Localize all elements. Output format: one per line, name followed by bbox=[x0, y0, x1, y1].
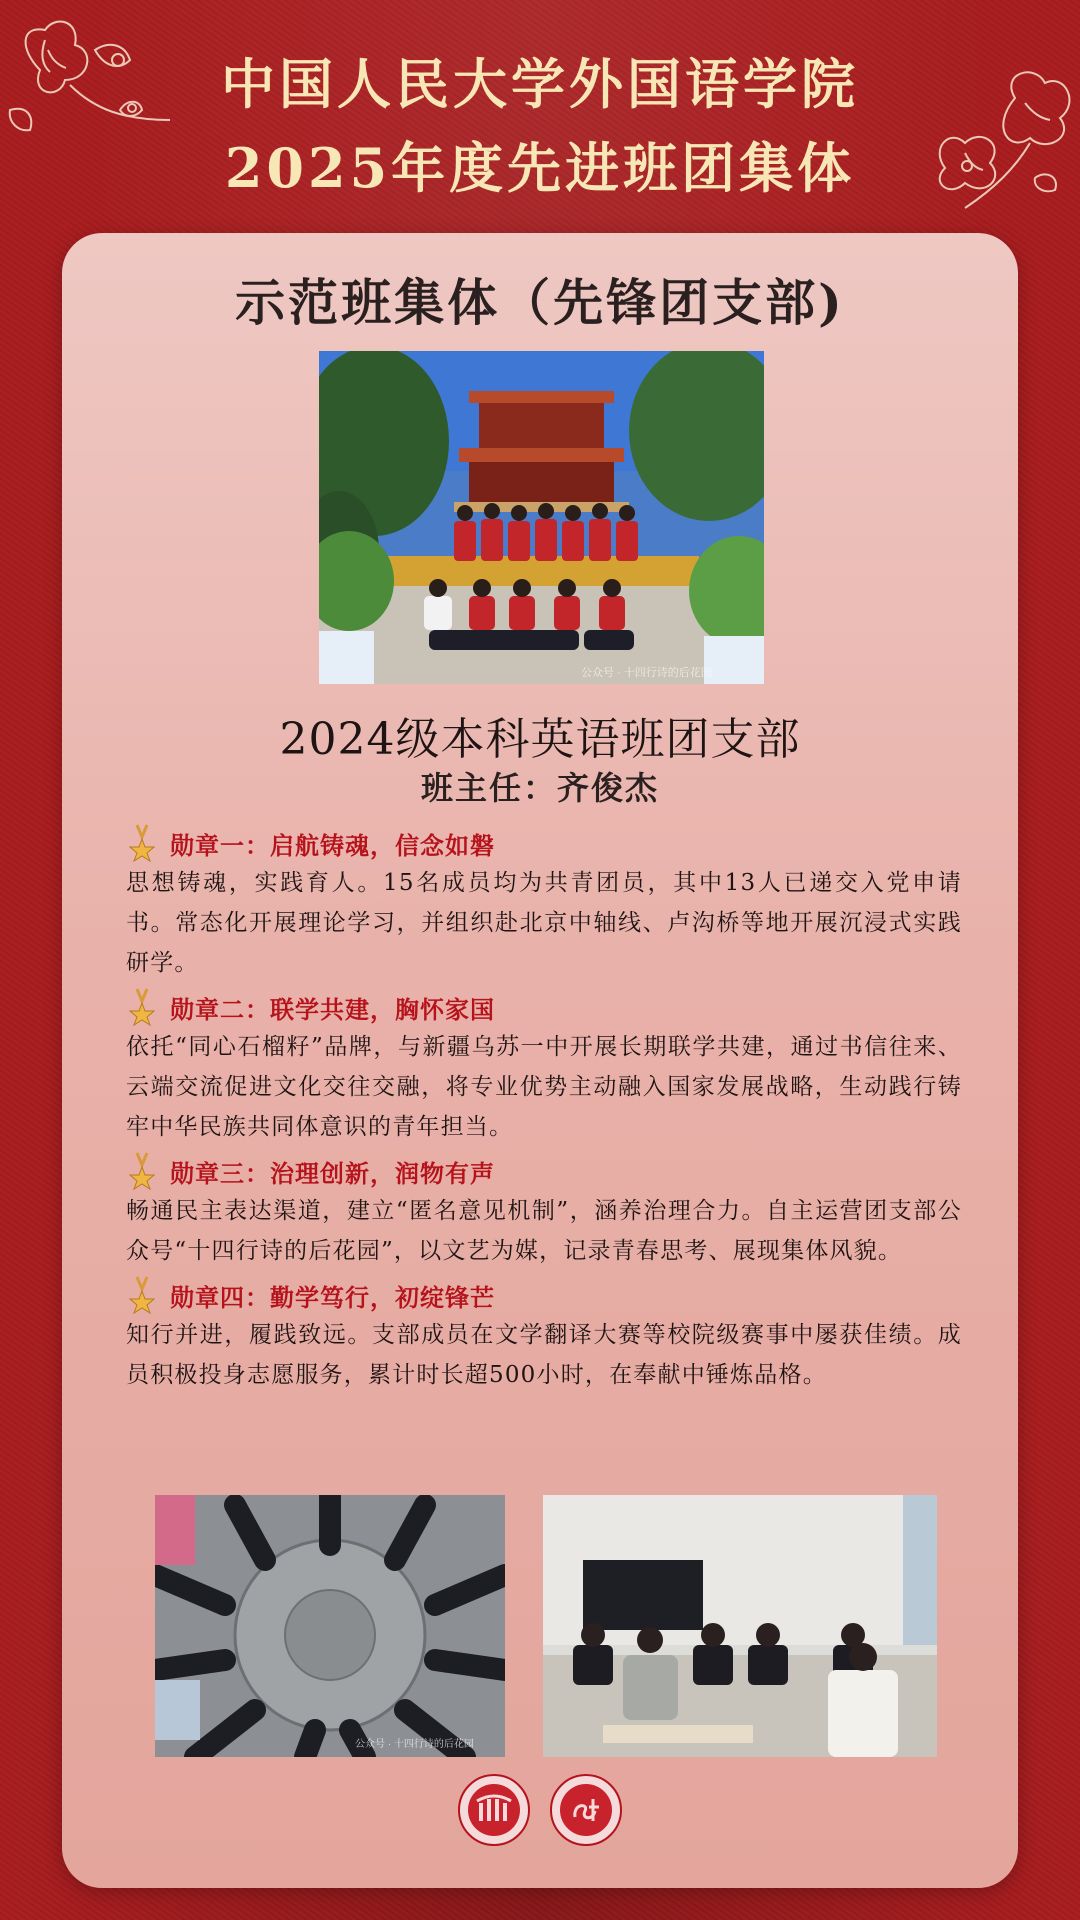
medal-list bbox=[126, 823, 962, 1399]
page-title-award: 2025年度先进班团集体 bbox=[224, 136, 856, 200]
medal-icon bbox=[126, 987, 158, 1027]
head-teacher: 班主任：齐俊杰 bbox=[420, 769, 659, 807]
medal-title: 勋章三：治理创新，润物有声 bbox=[170, 1158, 495, 1188]
medal-title: 勋章一：启航铸魂，信念如磐 bbox=[170, 830, 495, 860]
circle-feet-photo bbox=[155, 1495, 505, 1757]
medal-title: 勋章二：联学共建，胸怀家国 bbox=[170, 994, 495, 1024]
school-seal-icon bbox=[549, 1773, 623, 1847]
class-name: 2024级本科英语班团支部 bbox=[279, 714, 801, 765]
section-heading: 示范班集体（先锋团支部) bbox=[235, 273, 845, 332]
photo-watermark: 公众号 · 十四行诗的后花园 bbox=[355, 1739, 474, 1750]
medal-text: 畅通民主表达渠道，建立“匿名意见机制”，涵养治理合力。自主运营团支部公众号“十四行诗的后花园”，以文艺为媒，记录青春思考、展现集体风貌。 bbox=[126, 1198, 962, 1264]
medal-text: 依托“同心石榴籽”品牌，与新疆乌苏一中开展长期联学共建，通过书信往来、云端交流促进文化交往交融，将专业优势主动融入国家发展战略，生动践行铸牢中华民族共同体意识的青年担当。 bbox=[126, 1034, 962, 1140]
medal-item bbox=[126, 1151, 962, 1271]
medal-text: 知行并进，履践致远。支部成员在文学翻译大赛等校院级赛事中屡获佳绩。成员积极投身志愿服务，累计时长超500小时，在奉献中锤炼品格。 bbox=[126, 1322, 962, 1388]
medal-title: 勋章四：勤学笃行，初绽锋芒 bbox=[170, 1282, 495, 1312]
medal-text: 思想铸魂，实践育人。15名成员均为共青团员，其中13人已递交入党申请书。常态化开展理论学习，并组织赴北京中轴线、卢沟桥等地开展沉浸式实践研学。 bbox=[126, 870, 962, 976]
medal-icon bbox=[126, 1275, 158, 1315]
photo-watermark: 公众号 · 十四行诗的后花园 bbox=[581, 667, 712, 679]
content-panel bbox=[62, 233, 1018, 1888]
classroom-photo bbox=[543, 1495, 937, 1757]
page-title-school: 中国人民大学外国语学院 bbox=[221, 52, 859, 116]
medal-icon bbox=[126, 1151, 158, 1191]
group-photo bbox=[319, 351, 764, 684]
medal-item bbox=[126, 987, 962, 1147]
logo-row bbox=[62, 1773, 1018, 1847]
medal-icon bbox=[126, 823, 158, 863]
medal-item bbox=[126, 1275, 962, 1395]
medal-item bbox=[126, 823, 962, 983]
university-seal-icon bbox=[457, 1773, 531, 1847]
